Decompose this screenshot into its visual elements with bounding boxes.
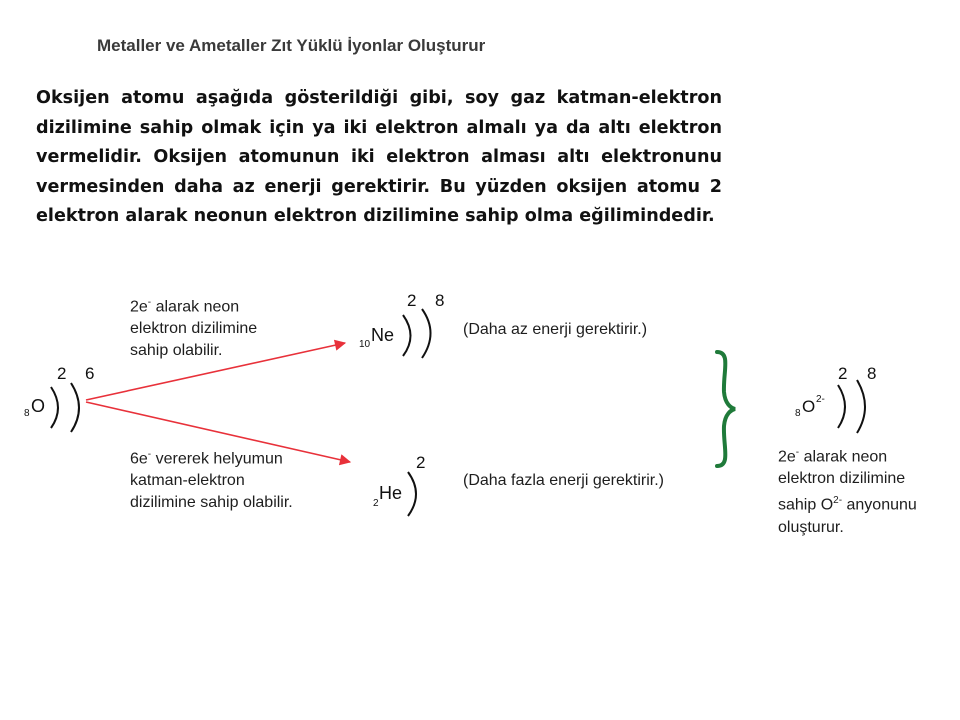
element-symbol: He [379,483,403,503]
label-superscript: - [147,449,152,460]
atomic-number: 8 [24,408,30,419]
electron-shell-arc [71,383,79,432]
label-superscript: - [795,447,800,458]
label-text: katman-elektron [130,472,245,490]
shell-electron-count: 2 [407,291,417,310]
slide-title: Metaller ve Ametaller Zıt Yüklü İyonlar Oluşturur [97,36,486,55]
shell-electron-count: 2 [416,453,426,472]
label-text: alarak neon [151,298,240,316]
element-symbol: O [802,397,816,416]
oxygen-atom [24,364,94,432]
label-text: vererek helyumun [151,450,283,468]
label-text: 6e [130,450,148,468]
neon-atom [359,291,444,358]
intro-paragraph: Oksijen atomu aşağıda gösterildiği gibi, soy gaz katman-elektron dizilimine sahip olmak için ya iki elektron almalı ya da altı elektron vermelidir. Oksijen atomunun iki elektron alması altı elektronunu vermesinden daha az enerji gerektirir. Bu yüzden oksijen atomu 2 elektron alarak neonun elektron dizilimine sahip olma eğilimindedir. [36,88,722,226]
shell-electron-count: 2 [838,364,848,383]
electron-shell-arc [857,380,865,433]
label-text: 2e [130,298,148,316]
label-text: elektron dizilimine [130,320,258,338]
element-symbol: Ne [371,325,395,345]
shell-electron-count: 8 [867,364,877,383]
atomic-number: 2 [373,498,379,509]
atomic-number: 8 [795,408,801,419]
label-text: sahip O [778,496,834,514]
label-text: alarak neon [799,448,888,466]
label-text: elektron dizilimine [778,470,906,488]
label-superscript: 2- [833,495,843,507]
helium-atom [373,453,425,516]
label-text: anyonunu [842,496,917,514]
electron-shell-arc [408,472,416,516]
label-superscript: - [147,297,152,308]
electron-shell-arc [403,315,411,356]
electron-shell-arc [422,309,431,358]
label-text: sahip olabilir. [130,342,223,360]
arrow-to-neon [86,343,345,400]
electron-shell-arc [51,387,58,428]
ion-charge: 2- [816,394,825,405]
shell-electron-count: 2 [57,364,67,383]
label-text: dizilimine sahip olabilir. [130,494,293,512]
label-text: oluşturur. [778,518,844,536]
upper-energy-note: (Daha az enerji gerektirir.) [463,321,648,338]
atomic-number: 10 [359,339,371,350]
arrow-to-helium [86,402,350,462]
curly-brace [717,352,735,466]
electron-shell-arc [838,385,845,428]
lower-energy-note: (Daha fazla enerji gerektirir.) [463,472,664,489]
label-text: 2e [778,448,796,466]
element-symbol: O [31,396,46,416]
shell-electron-count: 6 [85,364,95,383]
oxide-ion [795,364,876,433]
shell-electron-count: 8 [435,291,445,310]
